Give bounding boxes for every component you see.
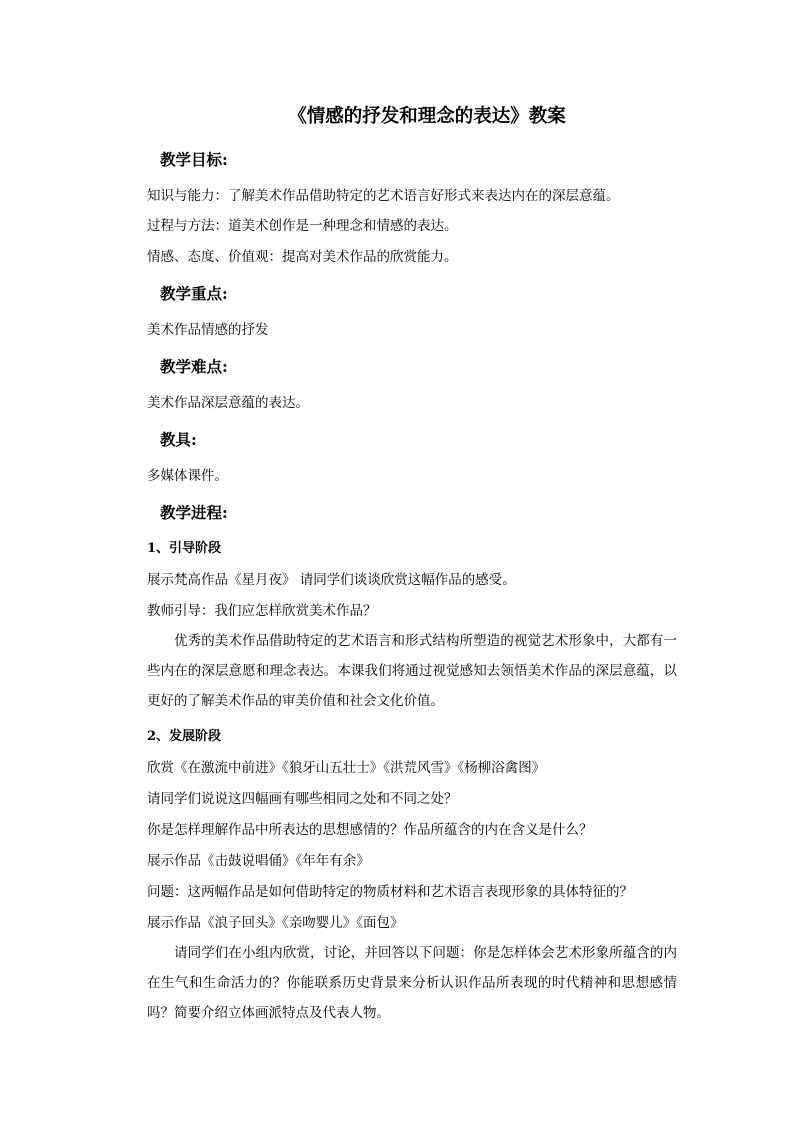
stage2-line-4: 展示作品《击鼓说唱俑》《年年有余》 <box>147 853 370 869</box>
stage2-line-1: 欣赏《在激流中前进》《狼牙山五壮士》《洪荒风雪》《杨柳浴禽图》 <box>147 760 546 776</box>
heading-process: 教学进程: <box>160 503 228 522</box>
stage1-paragraph: 优秀的美术作品借助特定的艺术语言和形式结构所塑造的视觉艺术形象中，大都有一些内在的深层意愿和理念表达。本课我们将通过视觉感知去领悟美术作品的深层意蕴，以更好的了解美术作品的审美价值和社会文化价值。 <box>147 633 677 709</box>
heading-difficulties: 教学难点: <box>160 357 228 376</box>
objective-knowledge: 知识与能力：了解美术作品借助特定的艺术语言好形式来表达内在的深层意蕴。 <box>147 188 620 204</box>
heading-tools: 教具: <box>160 430 197 449</box>
tools-text: 多媒体课件。 <box>147 468 228 484</box>
objective-attitude: 情感、态度、价值观：提高对美术作品的欣赏能力。 <box>147 249 458 265</box>
stage1-title: 1、引导阶段 <box>147 541 222 556</box>
stage2-title: 2、发展阶段 <box>147 729 222 744</box>
stage1-line-2: 教师引导：我们应怎样欣赏美术作品？ <box>147 603 377 619</box>
stage2-line-2: 请同学们说说这四幅画有哪些相同之处和不同之处？ <box>147 791 458 807</box>
stage2-paragraph: 请同学们在小组内欣赏，讨论，并回答以下问题：你是怎样体会艺术形象所蕴含的内在生气和生命活力的？你能联系历史背景来分析认识作品所表现的时代精神和思想感情吗？简要介绍立体画派特点及代表人物。 <box>147 945 677 1021</box>
heading-key-points: 教学重点: <box>160 284 228 303</box>
document-title: 《情感的抒发和理念的表达》教案 <box>288 106 566 127</box>
difficulties-text: 美术作品深层意蕴的表达。 <box>147 395 309 411</box>
stage2-line-6: 展示作品《浪子回头》《亲吻婴儿》《面包》 <box>147 915 404 931</box>
stage2-line-3: 你是怎样理解作品中所表达的思想感情的？作品所蕴含的内在含义是什么？ <box>147 822 593 838</box>
stage2-line-5: 问题：这两幅作品是如何借助特定的物质材料和艺术语言表现形象的具体特征的？ <box>147 884 633 900</box>
stage1-line-1: 展示梵高作品《星月夜》 请同学们谈谈欣赏这幅作品的感受。 <box>147 572 516 588</box>
heading-objectives: 教学目标: <box>160 150 228 169</box>
key-points-text: 美术作品情感的抒发 <box>147 322 269 338</box>
objective-process: 过程与方法：道美术创作是一种理念和情感的表达。 <box>147 218 458 234</box>
